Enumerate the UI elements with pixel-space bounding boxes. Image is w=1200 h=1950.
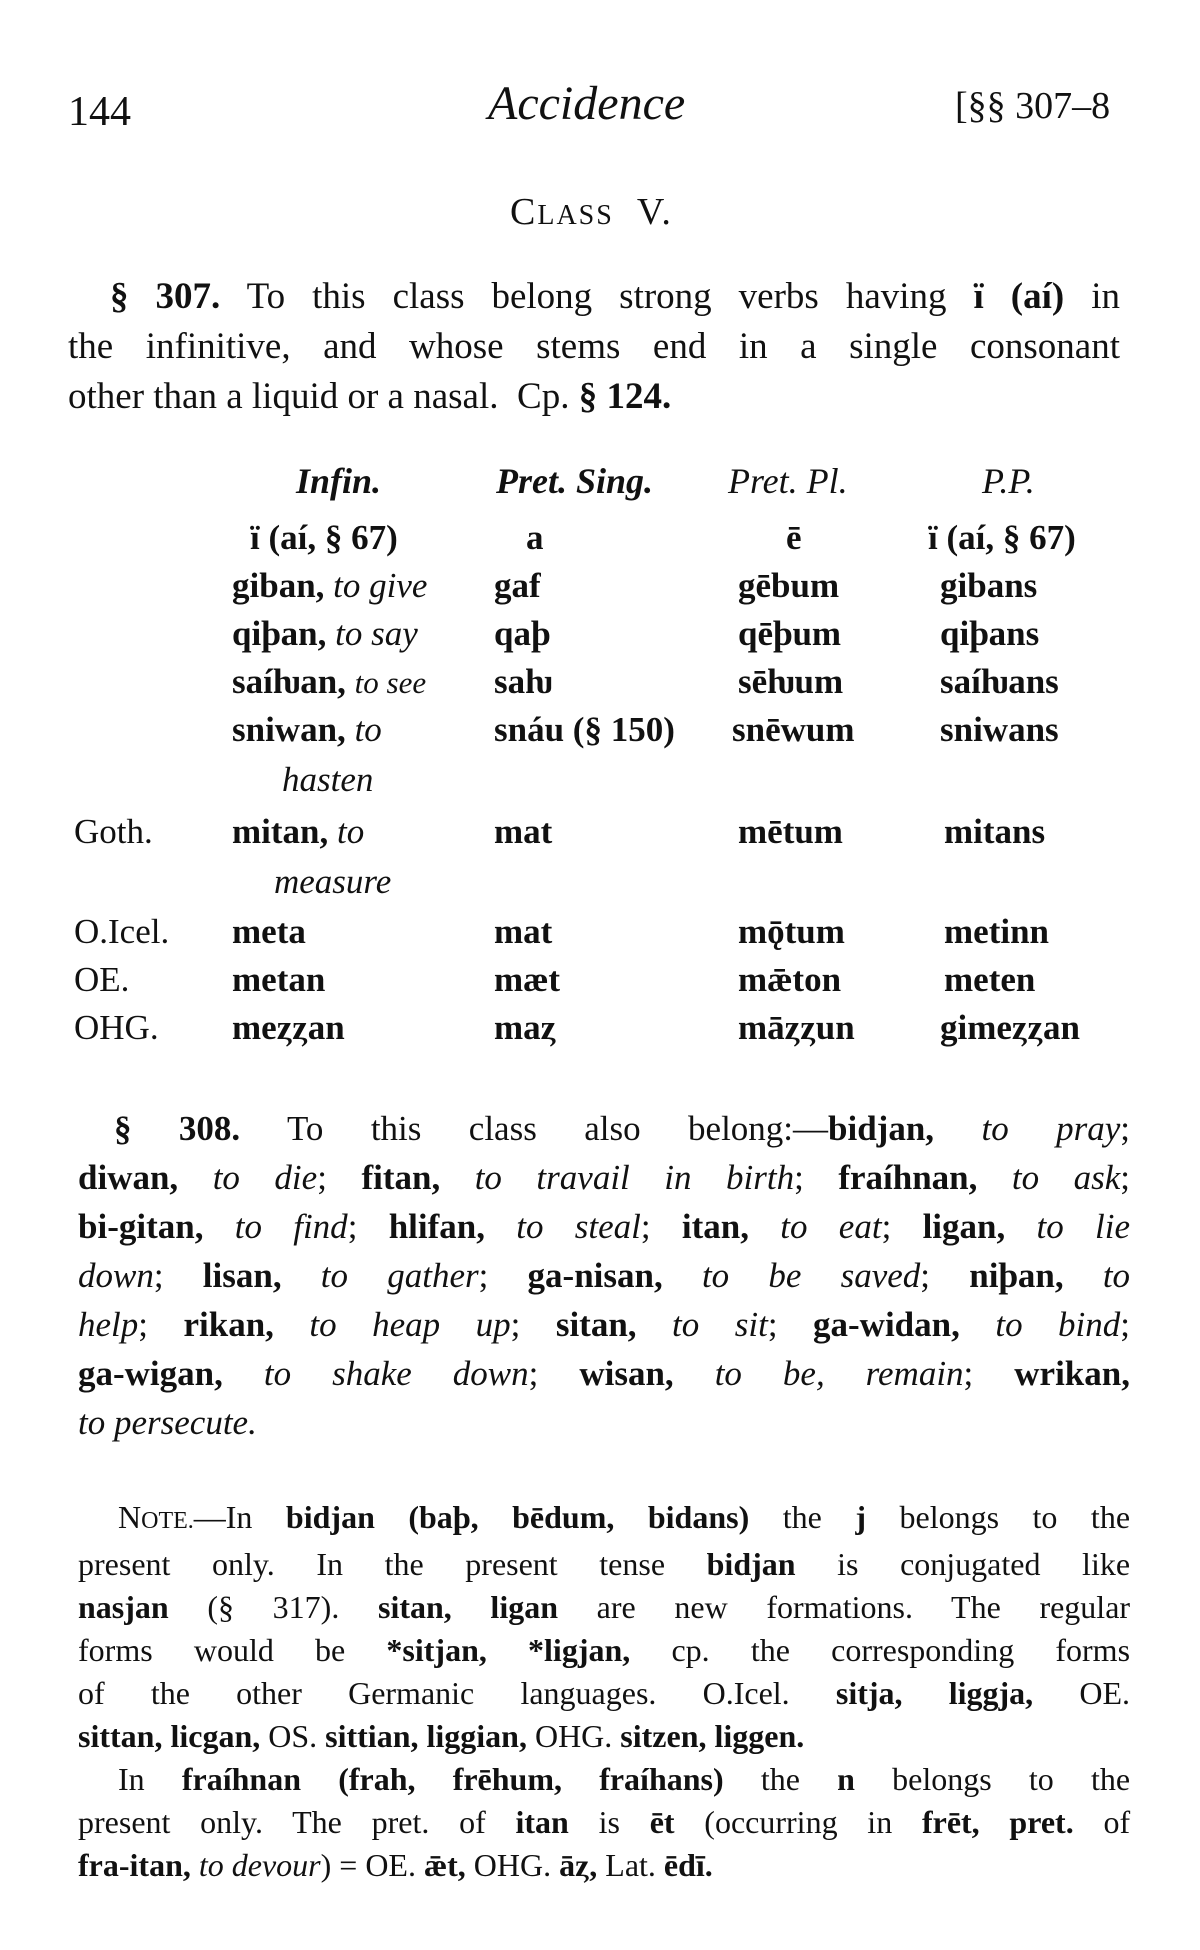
vowel-pret-sing: a [526, 518, 544, 557]
pret-sing-form: gaf [494, 566, 541, 605]
pret-pl-form: mǭtum [738, 912, 845, 951]
p307-text-1: To this class belong strong verbs having [246, 276, 947, 317]
word: wrikan, [1014, 1354, 1130, 1393]
section-number-307: § 307. [110, 276, 221, 317]
pret-pl-form: sēƕum [738, 662, 844, 701]
table-row-qithan [232, 614, 418, 654]
text: In [118, 1761, 145, 1797]
word: *sitjan, *ligjan, [386, 1632, 631, 1668]
p308-line-7 [78, 1398, 1130, 1447]
note-line-2 [78, 1543, 1130, 1586]
gloss: to steal [516, 1207, 641, 1246]
class-heading [510, 190, 673, 234]
gloss: to travail in birth [474, 1158, 795, 1197]
infinitive-form: mitan, [232, 812, 329, 851]
word: j [855, 1499, 866, 1535]
word: sitan, [555, 1305, 637, 1344]
infinitive-form: sniwan, [232, 710, 346, 749]
running-title: Accidence [488, 77, 686, 130]
word: sittian, liggian, [325, 1718, 527, 1754]
pret-pl-form: gēbum [738, 566, 840, 605]
pret-sing-form: maȥ [494, 1008, 557, 1047]
p307-text-4: other than a liquid or a nasal. [68, 376, 499, 417]
gloss: to be saved [701, 1256, 921, 1295]
pret-pl-form: snēwum [732, 710, 855, 749]
pp-form: gibans [940, 566, 1038, 605]
word: niþan, [969, 1256, 1064, 1295]
p307-text-3: the infinitive, and whose stems end in a single consonant [68, 326, 1120, 367]
pp-form: qiþans [940, 614, 1040, 653]
pp-form: sniwans [940, 710, 1059, 749]
gloss: to lie [1036, 1207, 1131, 1246]
word: ēdī. [663, 1847, 713, 1883]
pp-form: metinn [944, 912, 1049, 951]
text: are new formations. The regular [596, 1589, 1131, 1625]
word: sittan, licgan, [78, 1718, 261, 1754]
pret-sing-form: mæt [494, 960, 561, 999]
text: of [1103, 1804, 1131, 1840]
pp-form: gimeȥȥan [940, 1008, 1080, 1047]
text: belongs to the [899, 1499, 1131, 1535]
gloss: to persecute. [78, 1403, 257, 1442]
gloss: to be, remain [714, 1354, 964, 1393]
gloss: down [78, 1256, 154, 1295]
word: bidjan (baþ, bēdum, bidans) [285, 1499, 750, 1535]
word: diwan, [78, 1158, 179, 1197]
class-heading-numeral: V. [636, 191, 673, 233]
text: present only. The pret. of [78, 1804, 486, 1840]
word: ǣt, [423, 1847, 466, 1883]
gloss-continuation: measure [274, 862, 392, 901]
text: present only. In the present tense [78, 1546, 666, 1582]
infinitive-form: giban, [232, 566, 325, 605]
word: sitzen, liggen. [620, 1718, 805, 1754]
p308-line-3: bi-gitan, to find; hlifan, to steal; itan, to eat; ligan, to lie [78, 1207, 1131, 1246]
paragraph-308 [78, 1104, 1130, 1447]
text: (§ 317). [207, 1589, 340, 1625]
p307-form: ï (aí) [973, 276, 1065, 317]
word: bidjan, [828, 1109, 935, 1148]
pret-pl-form: māȥȥun [738, 1008, 855, 1047]
note-p2-line-2 [78, 1801, 1130, 1844]
word: āȥ, [559, 1847, 598, 1883]
gloss: to pray [981, 1109, 1121, 1148]
word: ga-widan, [813, 1305, 960, 1344]
language-label: O.Icel. [74, 912, 170, 951]
class-heading-smallcaps: LASS [537, 200, 614, 231]
text: OS. [268, 1718, 318, 1754]
pret-sing-form: mat [494, 812, 553, 851]
p308-line-6: ga-wigan, to shake down; wisan, to be, remain; wrikan, [78, 1354, 1130, 1393]
class-heading-initial: C [510, 191, 538, 233]
text: forms would be [78, 1632, 346, 1668]
language-label: Goth. [74, 812, 153, 851]
word: ēt [649, 1804, 675, 1840]
pret-pl-form: mǣton [738, 960, 842, 999]
note-dash: —In [193, 1499, 253, 1535]
vowel-pp: ï (aí, § 67) [928, 518, 1076, 557]
section-number-308: § 308. [114, 1109, 241, 1148]
gloss: to [354, 710, 382, 749]
text: OE. [1079, 1675, 1131, 1711]
note-p2-line-1 [78, 1758, 1130, 1801]
vowel-pret-pl: ē [786, 518, 802, 557]
p308-line-1: § 308. To this class also belong:—bidjan, to pray; [114, 1109, 1131, 1148]
word: fitan, [361, 1158, 441, 1197]
word: fraíhnan (frah, frēhum, fraíhans) [181, 1761, 724, 1797]
p307-line-2 [68, 322, 1120, 372]
p308-intro: To this class also belong:— [286, 1109, 829, 1148]
gloss: to eat [780, 1207, 882, 1246]
pp-form: saíƕans [940, 662, 1059, 701]
word: hlifan, [388, 1207, 485, 1246]
gloss: to say [335, 614, 418, 653]
pret-sing-form: saƕ [494, 662, 553, 701]
text: of the other Germanic languages. O.Icel. [78, 1675, 790, 1711]
gloss: to devour [198, 1847, 321, 1883]
word: bidjan [706, 1546, 796, 1582]
pret-sing-form: mat [494, 912, 553, 951]
gloss: to bind [995, 1305, 1121, 1344]
p307-cp: Cp. [517, 376, 570, 417]
gloss: to see [354, 665, 427, 700]
p307-crossref: § 124. [578, 376, 672, 417]
note-line-3 [78, 1586, 1130, 1629]
pret-pl-form: qēþum [738, 614, 842, 653]
word: bi-gitan, [78, 1207, 204, 1246]
p308-line-4: down; lisan, to gather; ga-nisan, to be saved; niþan, to [78, 1256, 1131, 1295]
gloss: to [337, 812, 365, 851]
word: itan, [681, 1207, 750, 1246]
language-label: OE. [74, 960, 130, 999]
note-line-5 [78, 1672, 1130, 1715]
note-p2-line-3 [78, 1844, 1130, 1887]
p307-line-3 [68, 372, 1120, 422]
text: ) = OE. [320, 1847, 416, 1883]
p308-line-5: help; rikan, to heap up; sitan, to sit; ga-widan, to bind; [78, 1305, 1131, 1344]
note-label-initial: N [118, 1499, 142, 1535]
gloss: to give [333, 566, 428, 605]
col-header-pret-pl: Pret. Pl. [728, 461, 848, 501]
word: ligan, [922, 1207, 1006, 1246]
gloss: to die [212, 1158, 318, 1197]
note-block [78, 1496, 1130, 1887]
table-row-giban [232, 566, 427, 606]
gloss: to shake down [263, 1354, 529, 1393]
note-line-6 [78, 1715, 1130, 1758]
gloss: to heap up [309, 1305, 511, 1344]
note-line-1 [78, 1496, 1130, 1543]
word: ga-nisan, [527, 1256, 663, 1295]
gloss: to [1102, 1256, 1131, 1295]
word: lisan, [202, 1256, 282, 1295]
pp-form: meten [944, 960, 1036, 999]
note-label-smallcaps: OTE. [141, 1508, 194, 1534]
gloss-continuation: hasten [282, 760, 374, 799]
word: ga-wigan, [78, 1354, 223, 1393]
p307-text-2: in [1091, 276, 1121, 317]
page-number: 144 [68, 89, 131, 135]
word: fra-itan, [78, 1847, 191, 1883]
table-row-saihwan [232, 662, 426, 702]
word: rikan, [183, 1305, 274, 1344]
table-row-mitan [232, 812, 364, 852]
col-header-pp: P.P. [982, 461, 1035, 501]
word: fraíhnan, [838, 1158, 978, 1197]
language-label: OHG. [74, 1008, 159, 1047]
text: OHG. [473, 1847, 552, 1883]
gloss: help [78, 1305, 139, 1344]
section-range: [§§ 307–8 [955, 85, 1111, 127]
text: the [760, 1761, 800, 1797]
infinitive-form: metan [232, 960, 326, 999]
gloss: to gather [320, 1256, 479, 1295]
word: sitja, liggja, [835, 1675, 1034, 1711]
pret-sing-form: qaþ [494, 614, 551, 653]
text: Lat. [605, 1847, 656, 1883]
gloss: to sit [672, 1305, 768, 1344]
table-row-sniwan [232, 710, 382, 750]
text: is [598, 1804, 620, 1840]
text: is conjugated like [837, 1546, 1131, 1582]
text: cp. the corresponding forms [671, 1632, 1131, 1668]
word: wisan, [579, 1354, 674, 1393]
col-header-pret-sing: Pret. Sing. [496, 461, 654, 501]
pret-pl-form: mētum [738, 812, 843, 851]
col-header-infinitive: Infin. [296, 461, 382, 501]
word: sitan, ligan [377, 1589, 559, 1625]
vowel-infinitive: ï (aí, § 67) [250, 518, 398, 557]
infinitive-form: meta [232, 912, 306, 951]
word: nasjan [78, 1589, 169, 1625]
text: (occurring in [704, 1804, 893, 1840]
pp-form: mitans [944, 812, 1046, 851]
note-line-4 [78, 1629, 1130, 1672]
word: itan [515, 1804, 569, 1840]
infinitive-form: meȥȥan [232, 1008, 345, 1047]
p307-line-1 [68, 272, 1120, 322]
pret-sing-form: snáu (§ 150) [494, 710, 675, 749]
text: belongs to the [892, 1761, 1131, 1797]
text: the [782, 1499, 822, 1535]
gloss: to find [234, 1207, 348, 1246]
word: frēt, pret. [921, 1804, 1074, 1840]
gloss: to ask [1011, 1158, 1121, 1197]
infinitive-form: saíƕan, [232, 662, 346, 701]
infinitive-form: qiþan, [232, 614, 327, 653]
text: OHG. [534, 1718, 613, 1754]
word: n [837, 1761, 855, 1797]
p308-line-2: diwan, to die; fitan, to travail in birth; fraíhnan, to ask; [78, 1158, 1131, 1197]
paragraph-307 [68, 272, 1120, 422]
